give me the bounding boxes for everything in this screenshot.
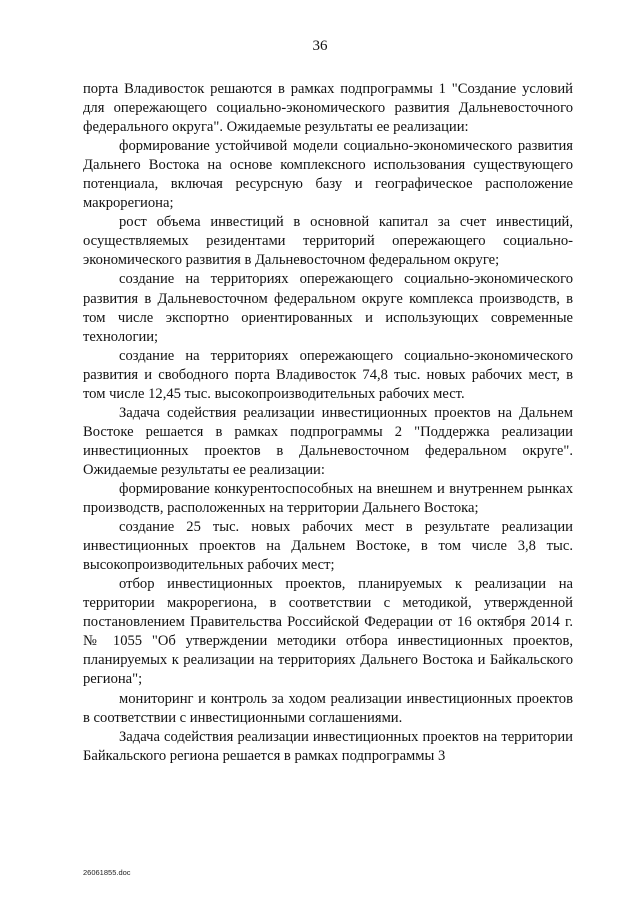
page-number: 36 (312, 38, 328, 54)
paragraph: Задача содействия реализации инвестиционных проектов на территории Байкальского региона решается в рамках подпрограммы 3 (83, 728, 573, 764)
document-body (83, 80, 573, 766)
paragraph: отбор инвестиционных проектов, планируемых к реализации на территории макрорегиона, в соответствии с методикой, утвержденной постановлением Правительства Российской Федерации от 16 октября 2014 г. № 1055 "Об утверждении методики отбора инвестиционных проектов, планируемых к реализации на территориях Дальнего Востока и Байкальского региона"; (83, 576, 573, 688)
paragraph: создание на территориях опережающего социально-экономического развития в Дальневосточном федеральном округе комплекса производств, в том числе экспортно ориентированных и использующих современные технологии; (83, 271, 573, 345)
paragraph: создание на территориях опережающего социально-экономического развития и свободного порта Владивосток 74,8 тыс. новых рабочих мест, в том числе 12,45 тыс. высокопроизводительных рабочих мест. (83, 347, 573, 402)
footer-filename: 26061855.doc (83, 868, 131, 877)
paragraph: рост объема инвестиций в основной капитал за счет инвестиций, осуществляемых резидентами территорий опережающего социально-экономического развития в Дальневосточном федеральном округе; (83, 214, 573, 269)
paragraph: создание 25 тыс. новых рабочих мест в результате реализации инвестиционных проектов на Дальнем Востоке, в том числе 3,8 тыс. высокопроизводительных рабочих мест; (83, 519, 573, 574)
paragraph: мониторинг и контроль за ходом реализации инвестиционных проектов в соответствии с инвестиционными соглашениями. (83, 690, 573, 726)
paragraph: формирование конкурентоспособных на внешнем и внутреннем рынках производств, расположенных на территории Дальнего Востока; (83, 480, 573, 517)
paragraph: формирование устойчивой модели социально-экономического развития Дальнего Востока на основе комплексного использования существующего потенциала, включая ресурсную базу и географическое расположение макрорегиона; (83, 138, 573, 212)
paragraph: порта Владивосток решаются в рамках подпрограммы 1 "Создание условий для опережающего социально-экономического развития Дальневосточного федерального округа". Ожидаемые результаты ее реализации: (83, 81, 573, 136)
paragraph: Задача содействия реализации инвестиционных проектов на Дальнем Востоке решается в рамках подпрограммы 2 "Поддержка реализации инвестиционных проектов в Дальневосточном федеральном округе". Ожидаемые результаты ее реализации: (83, 404, 573, 478)
